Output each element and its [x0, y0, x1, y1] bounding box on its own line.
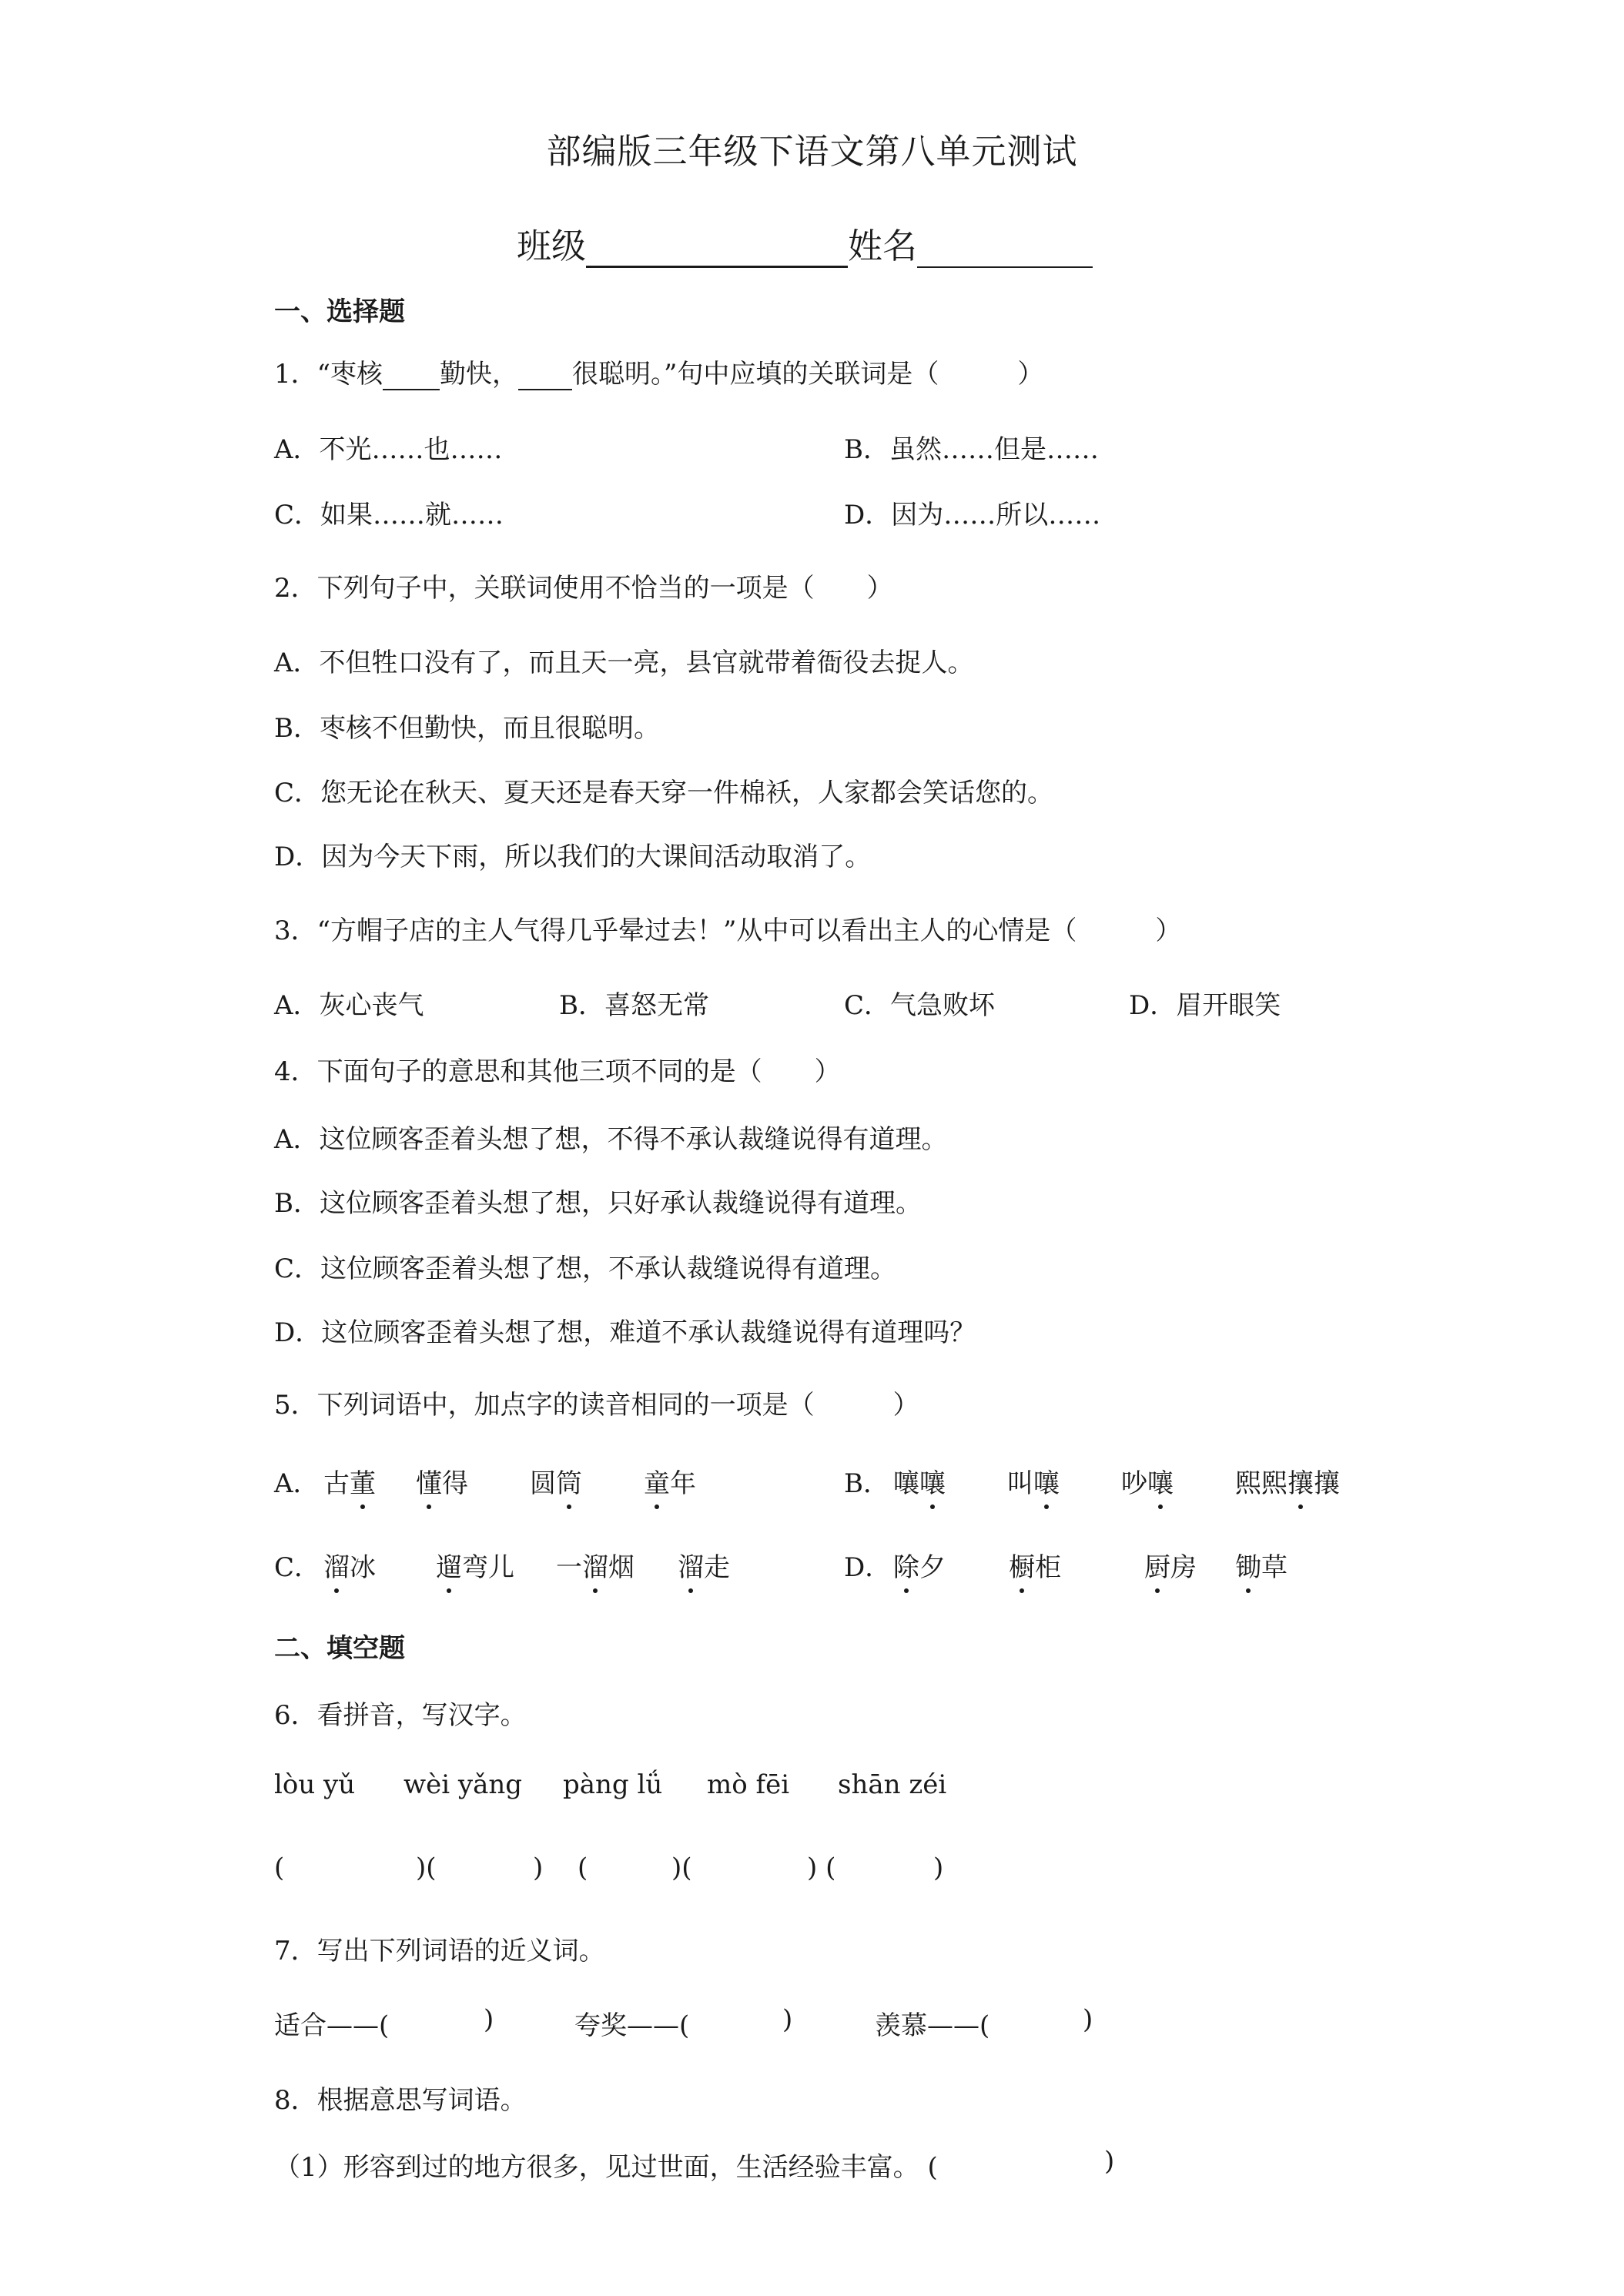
q4-option-b[interactable]: B．这位顾客歪着头想了想，只好承认裁缝说得有道理。 — [274, 1188, 922, 1219]
q1-option-c[interactable]: C．如果……就…… — [274, 500, 504, 530]
question-3-stem: 3．“方帽子店的主人气得几乎晕过去！”从中可以看出主人的心情是（ ） — [274, 915, 1182, 946]
q2-option-a[interactable]: A．不但牲口没有了，而且天一亮，县官就带着衙役去捉人。 — [274, 648, 974, 678]
q7-item-3[interactable]: 羡慕——( — [875, 2010, 990, 2041]
q1-option-b[interactable]: B．虽然……但是…… — [844, 434, 1099, 465]
q6-paren: ) — [533, 1853, 544, 1883]
q5-a-word-4: 童年 — [644, 1462, 696, 1500]
question-6-stem: 6．看拼音，写汉字。 — [274, 1700, 527, 1731]
q1-option-a[interactable]: A．不光……也…… — [274, 434, 503, 465]
q7-item-1[interactable]: 适合——( — [274, 2010, 390, 2041]
q3-option-a[interactable]: A．灰心丧气 — [274, 990, 424, 1021]
q3-option-c[interactable]: C．气急败坏 — [844, 990, 996, 1021]
q1-option-d[interactable]: D．因为……所以…… — [844, 500, 1101, 530]
q6-paren: ( — [274, 1853, 285, 1883]
class-blank[interactable] — [586, 230, 848, 268]
q5-a-word-3: 圆筒 — [530, 1462, 582, 1500]
question-7-stem: 7．写出下列词语的近义词。 — [274, 1936, 605, 1966]
q5-a-word-2: 懂得 — [416, 1462, 468, 1500]
student-info-line — [517, 218, 1093, 268]
q5-option-a-label[interactable]: A． — [274, 1468, 320, 1499]
q7-close-paren: ) — [1083, 2004, 1093, 2035]
q6-paren: ( — [578, 1853, 588, 1883]
q5-option-b-label[interactable]: B． — [844, 1468, 889, 1499]
q6-pinyin-5: shān zéi — [838, 1769, 947, 1800]
q7-close-paren: ) — [782, 2004, 793, 2035]
q4-option-d[interactable]: D．这位顾客歪着头想了想，难道不承认裁缝说得有道理吗？ — [274, 1317, 976, 1348]
question-8-stem: 8．根据意思写词语。 — [274, 2085, 527, 2116]
q5-c-word-4: 溜走 — [678, 1546, 730, 1584]
q5-c-word-2: 遛弯儿 — [436, 1546, 514, 1584]
q2-option-b[interactable]: B．枣核不但勤快，而且很聪明。 — [274, 713, 660, 744]
q6-pinyin-4: mò fēi — [707, 1769, 790, 1800]
q5-c-word-3: 一溜烟 — [556, 1546, 635, 1584]
q5-d-word-1: 除夕 — [893, 1546, 946, 1584]
q2-option-c[interactable]: C．您无论在秋天、夏天还是春天穿一件棉袄，人家都会笑话您的。 — [274, 778, 1054, 808]
q5-b-word-4: 熙熙攘攘 — [1235, 1462, 1340, 1500]
q3-option-b[interactable]: B．喜怒无常 — [559, 990, 709, 1021]
q6-pinyin-1: lòu yǔ — [274, 1769, 356, 1800]
q6-paren: ) — [933, 1853, 944, 1883]
q1-blank-2[interactable] — [518, 360, 572, 390]
q5-b-word-3: 吵嚷 — [1121, 1462, 1174, 1500]
q2-option-d[interactable]: D．因为今天下雨，所以我们的大课间活动取消了。 — [274, 842, 872, 872]
q5-c-word-1: 溜冰 — [323, 1546, 376, 1584]
q4-option-c[interactable]: C．这位顾客歪着头想了想，不承认裁缝说得有道理。 — [274, 1253, 897, 1284]
q6-paren: )( — [671, 1853, 692, 1883]
q3-option-d[interactable]: D．眉开眼笑 — [1129, 990, 1281, 1021]
section-heading-choice: 一、选择题 — [274, 296, 405, 327]
q5-option-d-label[interactable]: D． — [844, 1552, 892, 1583]
q6-paren: )( — [416, 1853, 437, 1883]
q6-paren: ) ( — [807, 1853, 836, 1883]
q5-b-word-1: 嚷嚷 — [893, 1462, 946, 1500]
question-5-stem: 5．下列词语中，加点字的读音相同的一项是（ ） — [274, 1390, 919, 1421]
q4-option-a[interactable]: A．这位顾客歪着头想了想，不得不承认裁缝说得有道理。 — [274, 1124, 948, 1155]
q8-subquestion-1[interactable]: （1）形容到过的地方很多，见过世面，生活经验丰富。 ( — [274, 2152, 938, 2183]
q5-a-word-1: 古董 — [323, 1462, 376, 1500]
name-label: 姓名 — [848, 226, 918, 266]
q5-d-word-4: 锄草 — [1235, 1546, 1287, 1584]
q7-item-2[interactable]: 夸奖——( — [574, 2010, 690, 2041]
q5-option-c-label[interactable]: C． — [274, 1552, 321, 1583]
question-4-stem: 4．下面句子的意思和其他三项不同的是（ ） — [274, 1056, 841, 1087]
class-label: 班级 — [517, 226, 587, 266]
question-1-stem: 1．“枣核 勤快， 很聪明。”句中应填的关联词是（ ） — [274, 359, 1044, 390]
q5-d-word-2: 橱柜 — [1009, 1546, 1061, 1584]
q8-close-paren: ) — [1104, 2146, 1115, 2177]
section-heading-fill: 二、填空题 — [274, 1633, 405, 1664]
page-title: 部编版三年级下语文第八单元测试 — [546, 131, 1078, 172]
q6-pinyin-3: pàng lǘ — [563, 1769, 663, 1800]
name-blank[interactable] — [917, 231, 1093, 268]
question-2-stem: 2．下列句子中，关联词使用不恰当的一项是（ ） — [274, 573, 893, 604]
q5-b-word-2: 叫嚷 — [1007, 1462, 1060, 1500]
q6-pinyin-2: wèi yǎng — [403, 1769, 523, 1800]
q7-close-paren: ) — [484, 2004, 494, 2035]
q1-blank-1[interactable] — [383, 360, 440, 390]
q5-d-word-3: 厨房 — [1144, 1546, 1197, 1584]
